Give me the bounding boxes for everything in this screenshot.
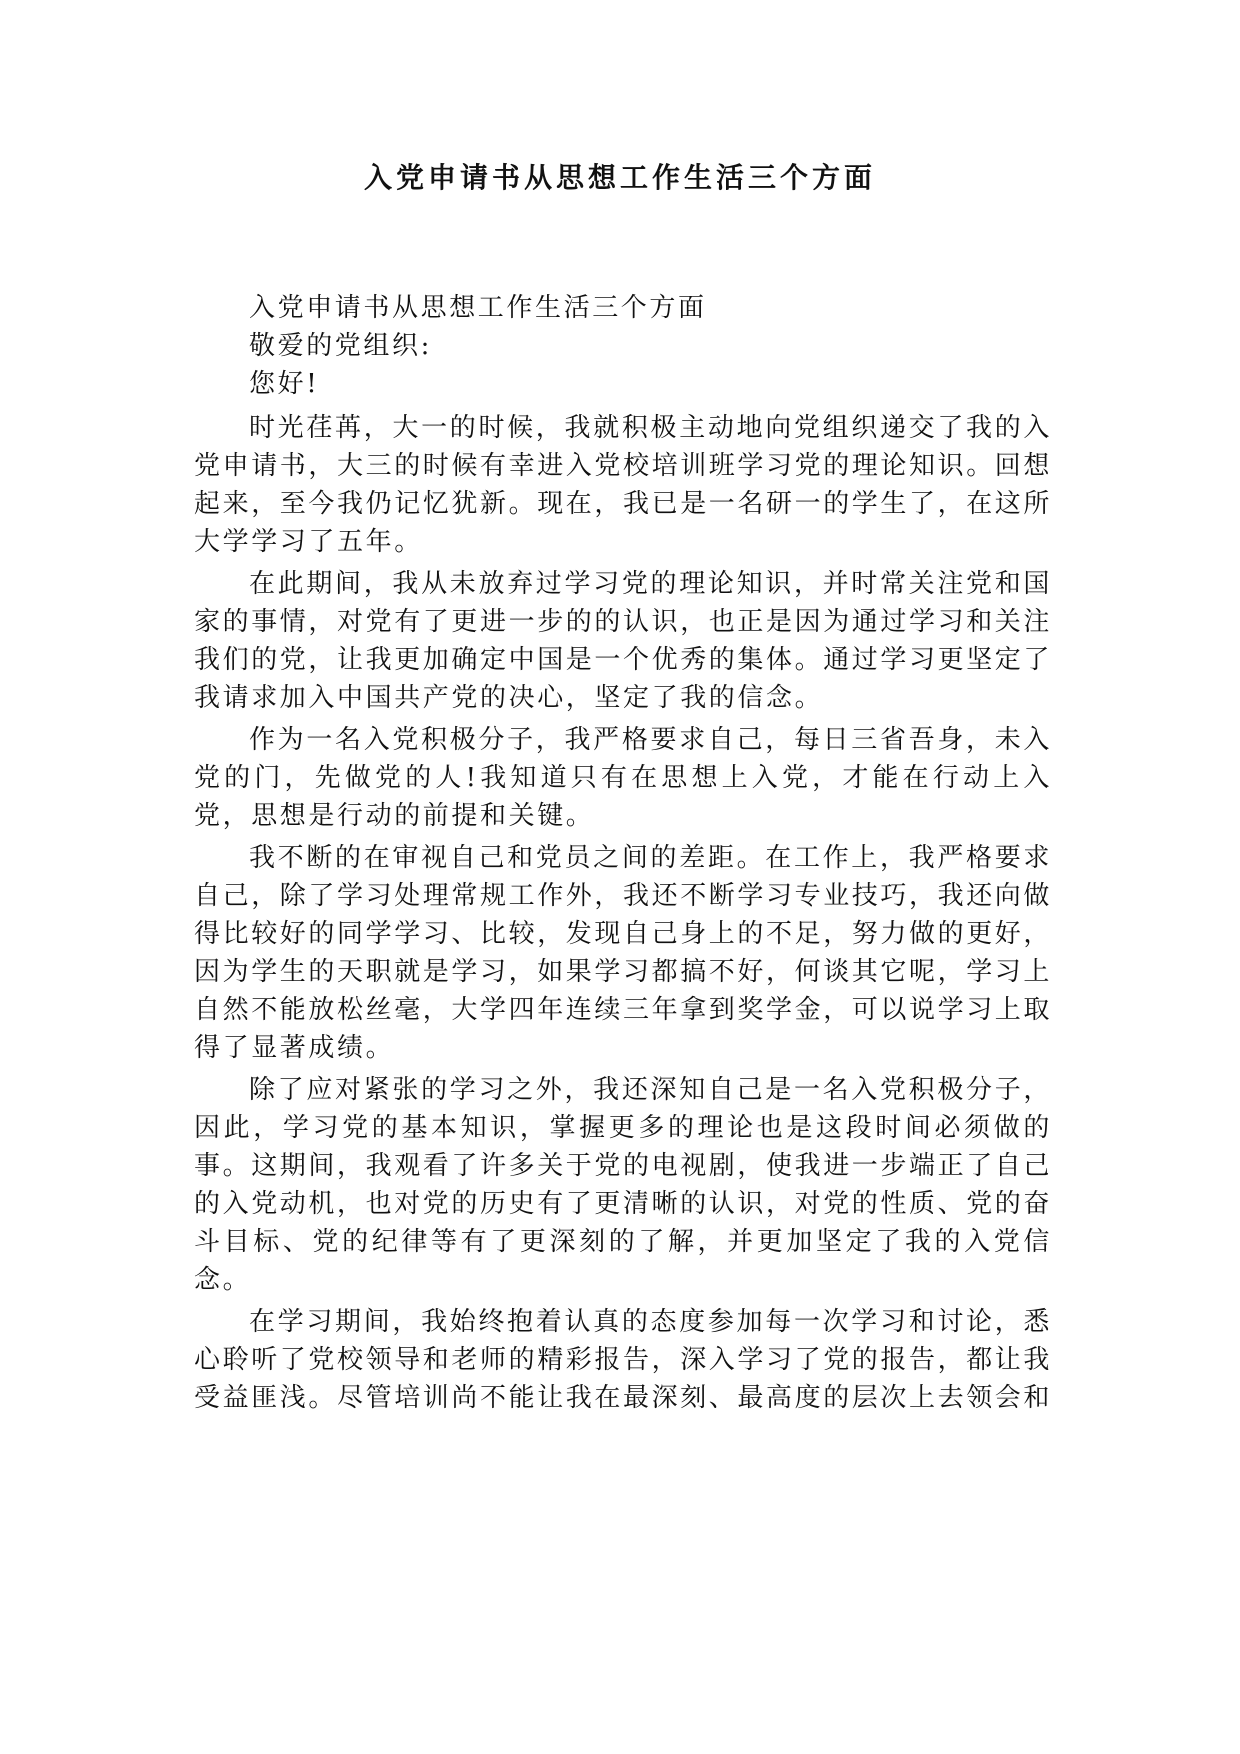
- body-paragraph: 在学习期间，我始终抱着认真的态度参加每一次学习和讨论，悉心聆听了党校领导和老师的精彩报告，深入学习了党的报告，都让我受益匪浅。尽管培训尚不能让我在最深刻、最高度的层次上去领会和: [194, 1307, 1053, 1413]
- greeting: 您好!: [249, 369, 320, 399]
- document-title: 入党申请书从思想工作生活三个方面: [363, 161, 876, 194]
- body-paragraph: 除了应对紧张的学习之外，我还深知自己是一名入党积极分子，因此，学习党的基本知识，掌握更多的理论也是这段时间必须做的事。这期间，我观看了许多关于党的电视剧，使我进一步端正了自己的入党动机，也对党的历史有了更清晰的认识，对党的性质、党的奋斗目标、党的纪律等有了更深刻的了解，并更加坚定了我的入党信念。: [194, 1075, 1053, 1295]
- body-paragraph: 在此期间，我从未放弃过学习党的理论知识，并时常关注党和国家的事情，对党有了更进一步的的认识，也正是因为通过学习和关注我们的党，让我更加确定中国是一个优秀的集体。通过学习更坚定了我请求加入中国共产党的决心，坚定了我的信念。: [194, 569, 1053, 713]
- salutation: 敬爱的党组织:: [249, 331, 432, 361]
- body-paragraph: 我不断的在审视自己和党员之间的差距。在工作上，我严格要求自己，除了学习处理常规工作外，我还不断学习专业技巧，我还向做得比较好的同学学习、比较，发现自己身上的不足，努力做的更好，因为学生的天职就是学习，如果学习都搞不好，何谈其它呢，学习上自然不能放松丝毫，大学四年连续三年拿到奖学金，可以说学习上取得了显著成绩。: [194, 843, 1053, 1063]
- document-body: [194, 289, 1052, 1417]
- body-paragraph: 时光荏苒，大一的时候，我就积极主动地向党组织递交了我的入党申请书，大三的时候有幸进入党校培训班学习党的理论知识。回想起来，至今我仍记忆犹新。现在，我已是一名研一的学生了，在这所大学学习了五年。: [194, 413, 1053, 557]
- body-paragraph: 作为一名入党积极分子，我严格要求自己，每日三省吾身，未入党的门，先做党的人!我知道只有在思想上入党，才能在行动上入党，思想是行动的前提和关键。: [194, 725, 1052, 831]
- heading-line: 入党申请书从思想工作生活三个方面: [249, 293, 707, 323]
